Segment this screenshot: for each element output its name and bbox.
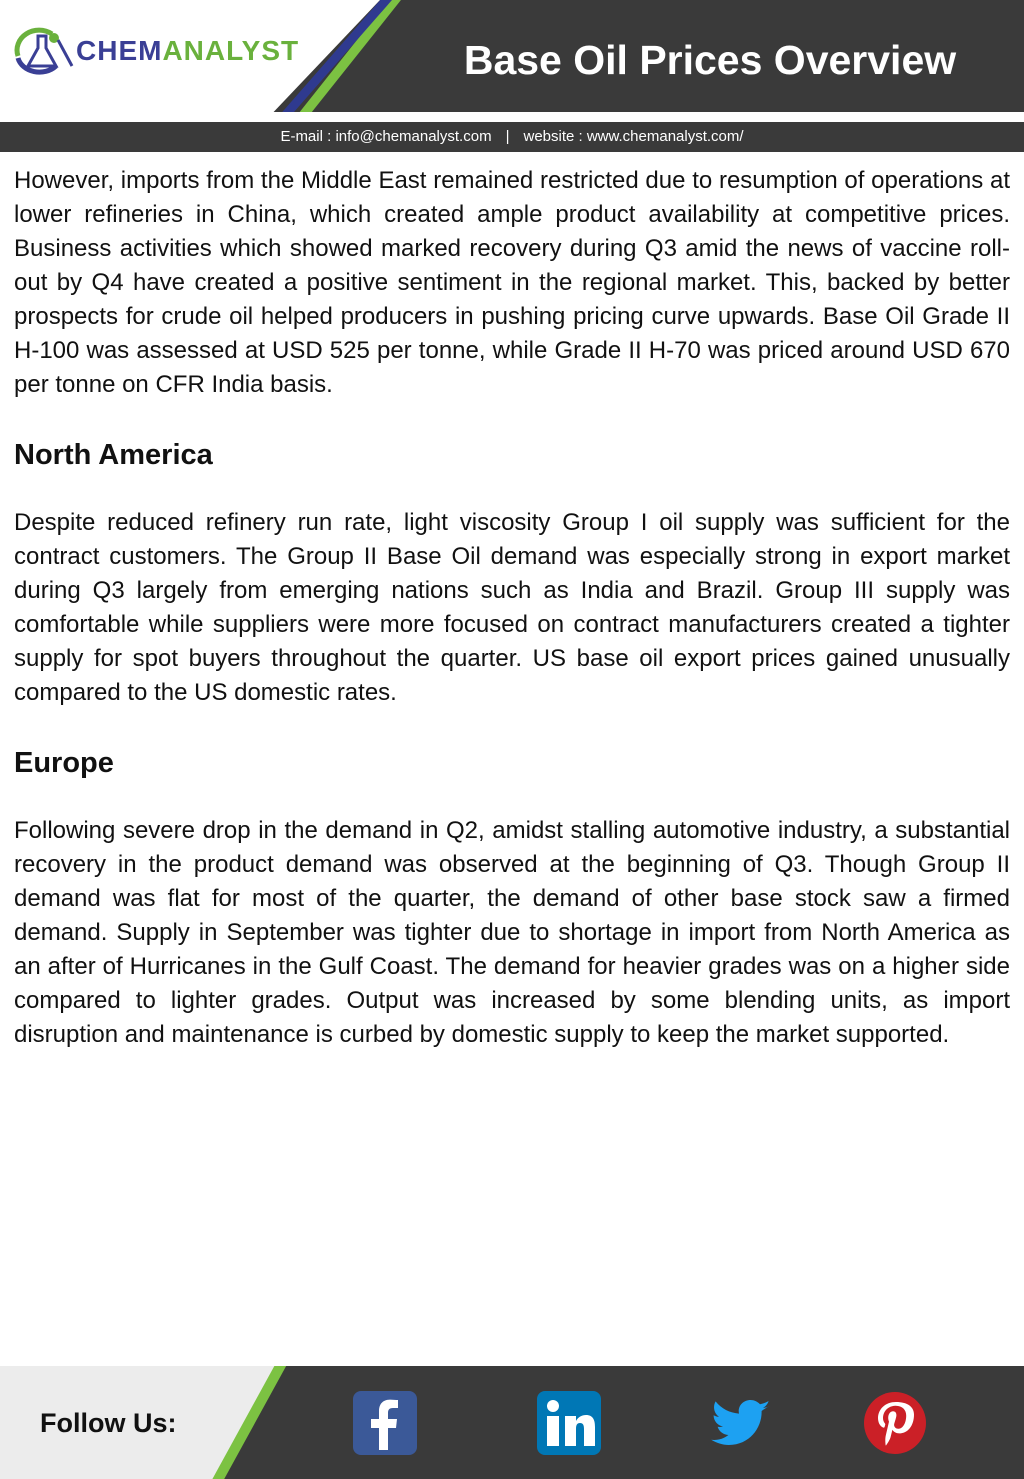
linkedin-icon[interactable] (536, 1390, 602, 1456)
intro-paragraph: However, imports from the Middle East remained restricted due to resumption of operations at lower refineries in China, which created ample product availability at competitive prices. Business activities which showed marked recovery during Q3 amid the news of vaccine roll-out by Q4 have created a positive sentiment in the regional market. This, backed by better prospects for crude oil helped producers in pushing pricing curve upwards. Base Oil Grade II H-100 was assessed at USD 525 per tonne, while Grade II H-70 was priced around USD 670 per tonne on CFR India basis. (14, 167, 1010, 398)
page-footer (0, 1366, 1024, 1479)
logo-text (76, 35, 299, 67)
article-body (14, 164, 1010, 1052)
north-america-paragraph: Despite reduced refinery run rate, light viscosity Group I oil supply was sufficient for the contract customers. The Group II Base Oil demand was especially strong in export market during Q3 largely from emerging nations such as India and Brazil. Group III supply was comfortable while suppliers were more focused on contract manufacturers created a tighter supply for spot buyers throughout the quarter. US base oil export prices gained unusually compared to the US domestic rates. (14, 509, 1010, 706)
logo-text-chem: CHEM (76, 35, 163, 66)
pinterest-icon[interactable] (862, 1390, 928, 1456)
spacer (14, 780, 1010, 814)
spacer (14, 710, 1010, 746)
spacer (14, 402, 1010, 438)
spacer (14, 472, 1010, 506)
twitter-icon[interactable] (710, 1390, 776, 1456)
contact-bar (0, 122, 1024, 152)
flask-logo-icon (12, 26, 74, 76)
chemanalyst-logo[interactable] (12, 26, 299, 76)
facebook-icon[interactable] (352, 1390, 418, 1456)
europe-paragraph: Following severe drop in the demand in Q2, amidst stalling automotive industry, a substantial recovery in the product demand was observed at the beginning of Q3. Though Group II demand was flat for most of the quarter, the demand of other base stock saw a firmed demand. Supply in September was tighter due to shortage in import from North America as an after of Hurricanes in the Gulf Coast. The demand for heavier grades was on a higher side compared to lighter grades. Output was increased by some blending units, as import disruption and maintenance is curbed by domestic supply to keep the market supported. (14, 817, 1010, 1048)
contact-email[interactable]: E-mail : info@chemanalyst.com (280, 128, 492, 145)
page-title: Base Oil Prices Overview (463, 37, 957, 83)
page-header (0, 0, 1024, 112)
section-heading-north-america: North America (14, 439, 213, 471)
logo-text-analyst: ANALYST (162, 35, 300, 66)
contact-website[interactable]: website : www.chemanalyst.com/ (523, 128, 744, 145)
contact-separator: | (505, 128, 510, 145)
follow-us-label: Follow Us: (40, 1408, 177, 1438)
section-heading-europe: Europe (14, 747, 114, 779)
